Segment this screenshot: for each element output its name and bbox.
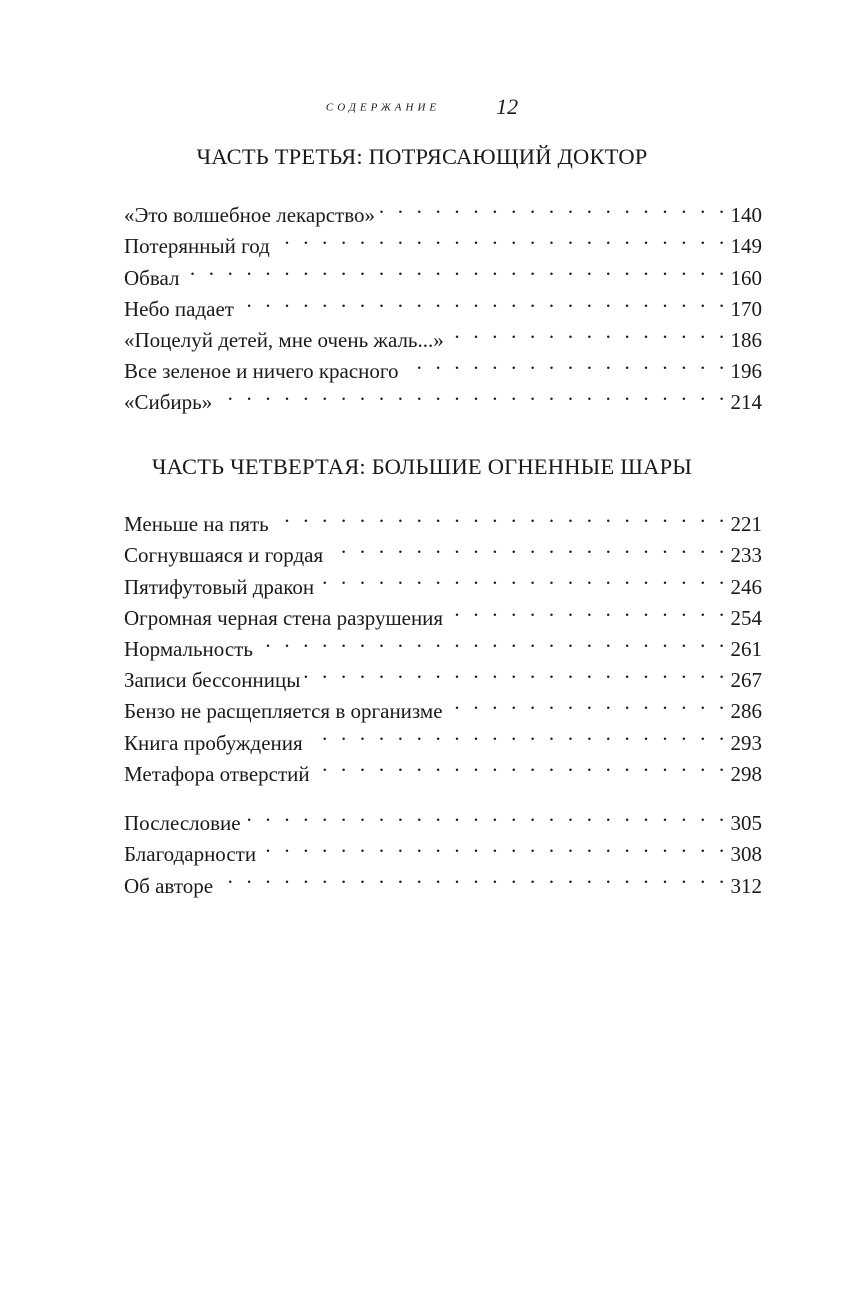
toc-entry-page: 186 [730, 327, 762, 352]
toc-entry-title: Благодарности [124, 842, 257, 867]
dot-leader [216, 378, 728, 409]
part-3-title: ЧАСТЬ ТРЕТЬЯ: ПОТРЯСАЮЩИЙ ДОКТОР [196, 144, 648, 169]
toc-entry-page: 140 [730, 203, 762, 228]
toc-entry[interactable] [124, 500, 762, 537]
page-number: 12 [496, 94, 519, 119]
dot-leader [217, 861, 728, 892]
dot-leader [257, 625, 729, 656]
toc-entry-title: Все зеленое и ничего красного [124, 359, 399, 384]
dot-leader [379, 191, 728, 222]
dot-leader [448, 316, 729, 347]
dot-leader [403, 347, 729, 378]
toc-entry-page: 214 [730, 390, 762, 415]
part-4-title: ЧАСТЬ ЧЕТВЕРТАЯ: БОЛЬШИЕ ОГНЕННЫЕ ШАРЫ [151, 454, 693, 479]
toc-entry[interactable] [124, 253, 762, 290]
dot-leader [183, 253, 728, 284]
toc-entry[interactable] [124, 799, 762, 836]
toc-entry-title: Записи бессонницы [124, 668, 301, 693]
dot-leader [447, 594, 728, 625]
toc-entry-page: 267 [730, 668, 762, 693]
dot-leader [447, 687, 729, 718]
toc-entry-page: 312 [730, 873, 762, 898]
toc-entry-title: «Это волшебное лекарство» [124, 203, 376, 228]
toc-entry-title: Согнувшаяся и гордая [124, 543, 324, 568]
toc-entry[interactable] [124, 191, 762, 228]
part-3-toc-list [124, 191, 762, 415]
toc-entry-title: Об авторе [124, 873, 214, 898]
toc-entry-page: 196 [730, 359, 762, 384]
toc-entry-title: «Сибирь» [124, 390, 213, 415]
backmatter-toc-list [124, 799, 762, 898]
toc-entry-title: Обвал [124, 265, 180, 290]
toc-entry-title: Меньше на пять [124, 512, 269, 537]
dot-leader [260, 830, 728, 861]
toc-entry-page: 308 [730, 842, 762, 867]
toc-entry-page: 305 [730, 811, 762, 836]
toc-entry-page: 293 [730, 730, 762, 755]
part-4-toc-list [124, 500, 762, 786]
toc-entry-page: 261 [730, 636, 762, 661]
toc-entry-title: Нормальность [124, 636, 253, 661]
toc-entry-title: Пятифутовый дракон [124, 574, 315, 599]
toc-entry-title: Небо падает [124, 296, 234, 321]
toc-entry-page: 298 [730, 761, 762, 786]
dot-leader [238, 285, 729, 316]
dot-leader [327, 531, 728, 562]
dot-leader [274, 222, 729, 253]
toc-entry-title: Бензо не расщепляется в организме [124, 699, 443, 724]
toc-entry-title: Послесловие [124, 811, 241, 836]
running-head-title: содержание [325, 98, 441, 115]
running-head [0, 94, 844, 120]
toc-entry-title: Книга пробуждения [124, 730, 303, 755]
toc-entry-title: Метафора отверстий [124, 761, 310, 786]
dot-leader [307, 718, 729, 749]
dot-leader [304, 656, 728, 687]
toc-entry-page: 170 [730, 296, 762, 321]
toc-entry-page: 233 [730, 543, 762, 568]
toc-entry-title: Огромная черная стена разрушения [124, 605, 444, 630]
toc-entry-page: 254 [730, 605, 762, 630]
toc-entry-page: 160 [730, 265, 762, 290]
toc-entry[interactable] [124, 285, 762, 321]
dot-leader [318, 562, 728, 593]
dot-leader [245, 799, 729, 830]
toc-entry-title: «Поцелуй детей, мне очень жаль...» [124, 327, 444, 352]
dot-leader [314, 750, 729, 781]
toc-entry-page: 149 [730, 234, 762, 259]
toc-entry[interactable] [124, 378, 762, 415]
toc-entry-page: 221 [730, 512, 762, 537]
toc-entry-title: Потерянный год [124, 234, 270, 259]
toc-entry-page: 246 [730, 574, 762, 599]
toc-entry-page: 286 [730, 699, 762, 724]
dot-leader [273, 500, 729, 531]
toc-entry[interactable] [124, 861, 762, 898]
